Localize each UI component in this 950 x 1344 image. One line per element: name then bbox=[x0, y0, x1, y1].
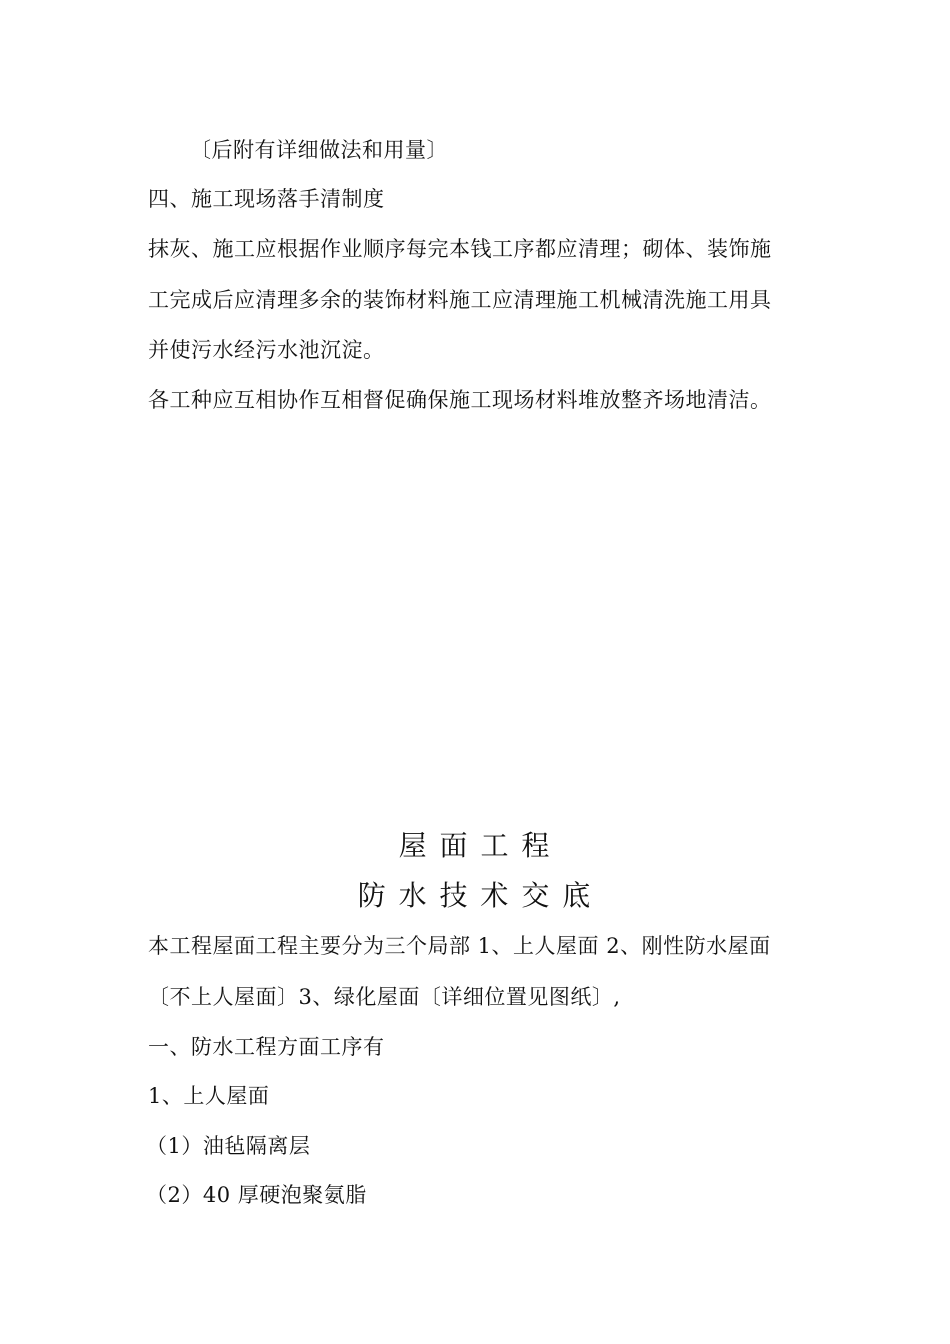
paragraph-line: 各工种应互相协作互相督促确保施工现场材料堆放整齐场地清洁。 bbox=[148, 388, 772, 412]
sub-heading: 1、上人屋面 bbox=[148, 1084, 270, 1108]
list-item: （1）油毡隔离层 bbox=[146, 1134, 311, 1158]
paragraph-line: 并使污水经污水池沉淀。 bbox=[148, 338, 385, 362]
section-heading-cleanup: 四、施工现场落手清制度 bbox=[148, 187, 385, 211]
intro-line: 〔不上人屋面〕3、绿化屋面〔详细位置见图纸〕, bbox=[148, 985, 621, 1009]
paragraph-line: 抹灰、施工应根据作业顺序每完本钱工序都应清理；砌体、装饰施 bbox=[148, 237, 772, 261]
list-item: （2）40 厚硬泡聚氨脂 bbox=[146, 1183, 367, 1207]
paragraph-line: 工完成后应清理多余的装饰材料施工应清理施工机械清洗施工用具 bbox=[148, 288, 772, 312]
note-text: 〔后附有详细做法和用量〕 bbox=[190, 138, 448, 162]
page-title: 屋 面 工 程 bbox=[398, 829, 552, 862]
intro-line: 本工程屋面工程主要分为三个局部 1、上人屋面 2、刚性防水屋面 bbox=[148, 934, 771, 958]
section-heading-waterproof: 一、防水工程方面工序有 bbox=[148, 1035, 385, 1059]
page-subtitle: 防 水 技 术 交 底 bbox=[357, 879, 593, 912]
